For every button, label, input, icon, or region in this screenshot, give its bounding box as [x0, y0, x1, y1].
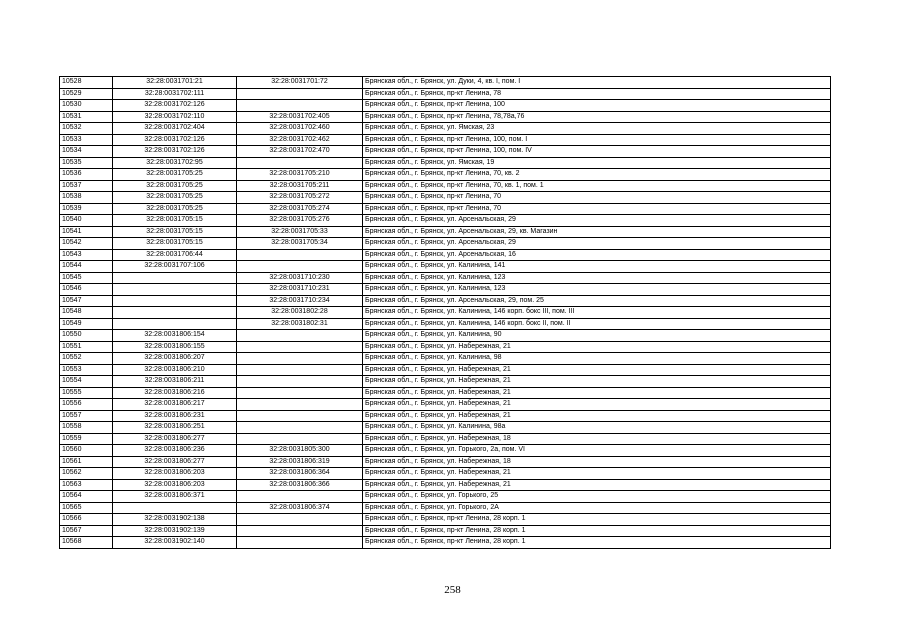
row-number-cell: 10540 — [60, 215, 113, 227]
row-number-cell: 10549 — [60, 318, 113, 330]
address-cell: Брянская обл., г. Брянск, пр-кт Ленина, 100 — [363, 100, 831, 112]
land-cadastral-number-cell: 32:28:0031806:203 — [113, 468, 237, 480]
object-cadastral-number-cell: 32:28:0031806:364 — [237, 468, 363, 480]
address-cell: Брянская обл., г. Брянск, ул. Арсенальская, 29, пом. 25 — [363, 295, 831, 307]
registry-table-body — [60, 77, 831, 549]
row-number-cell: 10544 — [60, 261, 113, 273]
land-cadastral-number-cell: 32:28:0031702:126 — [113, 100, 237, 112]
object-cadastral-number-cell: 32:28:0031805:300 — [237, 445, 363, 457]
table-row — [60, 468, 831, 480]
land-cadastral-number-cell: 32:28:0031902:139 — [113, 525, 237, 537]
table-row — [60, 169, 831, 181]
object-cadastral-number-cell — [237, 525, 363, 537]
address-cell: Брянская обл., г. Брянск, ул. Калинина, 98 — [363, 353, 831, 365]
row-number-cell: 10539 — [60, 203, 113, 215]
land-cadastral-number-cell: 32:28:0031806:203 — [113, 479, 237, 491]
row-number-cell: 10534 — [60, 146, 113, 158]
address-cell: Брянская обл., г. Брянск, пр-кт Ленина, 78,78а,76 — [363, 111, 831, 123]
row-number-cell: 10547 — [60, 295, 113, 307]
land-cadastral-number-cell: 32:28:0031806:216 — [113, 387, 237, 399]
land-cadastral-number-cell: 32:28:0031806:217 — [113, 399, 237, 411]
land-cadastral-number-cell: 32:28:0031806:371 — [113, 491, 237, 503]
table-row — [60, 249, 831, 261]
table-row — [60, 180, 831, 192]
object-cadastral-number-cell — [237, 514, 363, 526]
object-cadastral-number-cell — [237, 100, 363, 112]
row-number-cell: 10545 — [60, 272, 113, 284]
row-number-cell: 10542 — [60, 238, 113, 250]
land-cadastral-number-cell: 32:28:0031806:231 — [113, 410, 237, 422]
row-number-cell: 10566 — [60, 514, 113, 526]
address-cell: Брянская обл., г. Брянск, пр-кт Ленина, 70 — [363, 192, 831, 204]
address-cell: Брянская обл., г. Брянск, ул. Ямская, 19 — [363, 157, 831, 169]
table-row — [60, 203, 831, 215]
address-cell: Брянская обл., г. Брянск, ул. Дуки, 4, кв. I, пом. I — [363, 77, 831, 89]
table-row — [60, 88, 831, 100]
table-row — [60, 100, 831, 112]
address-cell: Брянская обл., г. Брянск, ул. Калинина, 146 корп. бокс II, пом. II — [363, 318, 831, 330]
row-number-cell: 10560 — [60, 445, 113, 457]
land-cadastral-number-cell — [113, 272, 237, 284]
object-cadastral-number-cell: 32:28:0031702:470 — [237, 146, 363, 158]
address-cell: Брянская обл., г. Брянск, пр-кт Ленина, 28 корп. 1 — [363, 514, 831, 526]
row-number-cell: 10530 — [60, 100, 113, 112]
table-row — [60, 111, 831, 123]
table-row — [60, 226, 831, 238]
table-row — [60, 134, 831, 146]
address-cell: Брянская обл., г. Брянск, ул. Набережная, 21 — [363, 364, 831, 376]
row-number-cell: 10550 — [60, 330, 113, 342]
row-number-cell: 10535 — [60, 157, 113, 169]
row-number-cell: 10559 — [60, 433, 113, 445]
address-cell: Брянская обл., г. Брянск, ул. Калинина, 123 — [363, 272, 831, 284]
land-cadastral-number-cell: 32:28:0031702:95 — [113, 157, 237, 169]
object-cadastral-number-cell: 32:28:0031701:72 — [237, 77, 363, 89]
row-number-cell: 10536 — [60, 169, 113, 181]
object-cadastral-number-cell — [237, 364, 363, 376]
object-cadastral-number-cell: 32:28:0031705:33 — [237, 226, 363, 238]
object-cadastral-number-cell — [237, 249, 363, 261]
row-number-cell: 10541 — [60, 226, 113, 238]
land-cadastral-number-cell — [113, 307, 237, 319]
address-cell: Брянская обл., г. Брянск, пр-кт Ленина, 70, кв. 1, пом. 1 — [363, 180, 831, 192]
table-row — [60, 123, 831, 135]
land-cadastral-number-cell: 32:28:0031806:207 — [113, 353, 237, 365]
address-cell: Брянская обл., г. Брянск, ул. Ямская, 23 — [363, 123, 831, 135]
row-number-cell: 10538 — [60, 192, 113, 204]
address-cell: Брянская обл., г. Брянск, ул. Набережная, 18 — [363, 456, 831, 468]
table-row — [60, 410, 831, 422]
table-row — [60, 284, 831, 296]
address-cell: Брянская обл., г. Брянск, пр-кт Ленина, 28 корп. 1 — [363, 537, 831, 549]
address-cell: Брянская обл., г. Брянск, ул. Калинина, 98а — [363, 422, 831, 434]
row-number-cell: 10567 — [60, 525, 113, 537]
land-cadastral-number-cell: 32:28:0031705:15 — [113, 215, 237, 227]
object-cadastral-number-cell: 32:28:0031710:234 — [237, 295, 363, 307]
address-cell: Брянская обл., г. Брянск, ул. Горького, 2А — [363, 502, 831, 514]
address-cell: Брянская обл., г. Брянск, пр-кт Ленина, 70 — [363, 203, 831, 215]
row-number-cell: 10553 — [60, 364, 113, 376]
land-cadastral-number-cell: 32:28:0031705:15 — [113, 226, 237, 238]
row-number-cell: 10543 — [60, 249, 113, 261]
row-number-cell: 10568 — [60, 537, 113, 549]
object-cadastral-number-cell: 32:28:0031702:460 — [237, 123, 363, 135]
address-cell: Брянская обл., г. Брянск, ул. Набережная, 21 — [363, 399, 831, 411]
address-cell: Брянская обл., г. Брянск, пр-кт Ленина, 100, пом. IV — [363, 146, 831, 158]
object-cadastral-number-cell — [237, 157, 363, 169]
object-cadastral-number-cell: 32:28:0031705:210 — [237, 169, 363, 181]
row-number-cell: 10546 — [60, 284, 113, 296]
land-cadastral-number-cell: 32:28:0031705:25 — [113, 192, 237, 204]
address-cell: Брянская обл., г. Брянск, ул. Набережная, 21 — [363, 410, 831, 422]
object-cadastral-number-cell: 32:28:0031806:319 — [237, 456, 363, 468]
table-row — [60, 433, 831, 445]
row-number-cell: 10532 — [60, 123, 113, 135]
table-row — [60, 537, 831, 549]
address-cell: Брянская обл., г. Брянск, ул. Набережная, 21 — [363, 468, 831, 480]
land-cadastral-number-cell: 32:28:0031806:154 — [113, 330, 237, 342]
land-cadastral-number-cell: 32:28:0031706:44 — [113, 249, 237, 261]
table-row — [60, 238, 831, 250]
land-cadastral-number-cell: 32:28:0031705:15 — [113, 238, 237, 250]
address-cell: Брянская обл., г. Брянск, пр-кт Ленина, 70, кв. 2 — [363, 169, 831, 181]
object-cadastral-number-cell: 32:28:0031702:462 — [237, 134, 363, 146]
land-cadastral-number-cell: 32:28:0031705:25 — [113, 169, 237, 181]
object-cadastral-number-cell: 32:28:0031705:272 — [237, 192, 363, 204]
table-row — [60, 307, 831, 319]
row-number-cell: 10531 — [60, 111, 113, 123]
row-number-cell: 10562 — [60, 468, 113, 480]
table-row — [60, 157, 831, 169]
row-number-cell: 10555 — [60, 387, 113, 399]
page-number: 258 — [444, 584, 461, 596]
land-cadastral-number-cell: 32:28:0031702:111 — [113, 88, 237, 100]
table-row — [60, 146, 831, 158]
table-row — [60, 399, 831, 411]
table-row — [60, 479, 831, 491]
row-number-cell: 10565 — [60, 502, 113, 514]
row-number-cell: 10537 — [60, 180, 113, 192]
object-cadastral-number-cell — [237, 410, 363, 422]
land-cadastral-number-cell: 32:28:0031902:138 — [113, 514, 237, 526]
table-row — [60, 272, 831, 284]
object-cadastral-number-cell — [237, 399, 363, 411]
object-cadastral-number-cell — [237, 387, 363, 399]
object-cadastral-number-cell: 32:28:0031806:374 — [237, 502, 363, 514]
address-cell: Брянская обл., г. Брянск, ул. Набережная, 21 — [363, 479, 831, 491]
table-row — [60, 353, 831, 365]
land-cadastral-number-cell: 32:28:0031806:236 — [113, 445, 237, 457]
land-cadastral-number-cell: 32:28:0031806:210 — [113, 364, 237, 376]
address-cell: Брянская обл., г. Брянск, ул. Набережная, 21 — [363, 341, 831, 353]
table-row — [60, 192, 831, 204]
object-cadastral-number-cell — [237, 88, 363, 100]
object-cadastral-number-cell: 32:28:0031802:28 — [237, 307, 363, 319]
table-row — [60, 445, 831, 457]
object-cadastral-number-cell: 32:28:0031702:405 — [237, 111, 363, 123]
land-cadastral-number-cell — [113, 295, 237, 307]
object-cadastral-number-cell — [237, 261, 363, 273]
table-row — [60, 502, 831, 514]
table-row — [60, 215, 831, 227]
row-number-cell: 10558 — [60, 422, 113, 434]
object-cadastral-number-cell — [237, 491, 363, 503]
address-cell: Брянская обл., г. Брянск, ул. Арсенальская, 29, кв. Магазин — [363, 226, 831, 238]
object-cadastral-number-cell: 32:28:0031806:366 — [237, 479, 363, 491]
table-row — [60, 261, 831, 273]
row-number-cell: 10564 — [60, 491, 113, 503]
row-number-cell: 10533 — [60, 134, 113, 146]
object-cadastral-number-cell — [237, 537, 363, 549]
object-cadastral-number-cell — [237, 376, 363, 388]
table-row — [60, 387, 831, 399]
object-cadastral-number-cell — [237, 422, 363, 434]
land-cadastral-number-cell: 32:28:0031705:25 — [113, 203, 237, 215]
object-cadastral-number-cell: 32:28:0031705:276 — [237, 215, 363, 227]
address-cell: Брянская обл., г. Брянск, ул. Набережная, 18 — [363, 433, 831, 445]
object-cadastral-number-cell: 32:28:0031710:230 — [237, 272, 363, 284]
land-cadastral-number-cell: 32:28:0031902:140 — [113, 537, 237, 549]
land-cadastral-number-cell — [113, 502, 237, 514]
object-cadastral-number-cell — [237, 433, 363, 445]
table-row — [60, 318, 831, 330]
row-number-cell: 10557 — [60, 410, 113, 422]
address-cell: Брянская обл., г. Брянск, ул. Калинина, 123 — [363, 284, 831, 296]
address-cell: Брянская обл., г. Брянск, ул. Набережная, 21 — [363, 376, 831, 388]
table-row — [60, 330, 831, 342]
row-number-cell: 10528 — [60, 77, 113, 89]
object-cadastral-number-cell: 32:28:0031802:31 — [237, 318, 363, 330]
row-number-cell: 10561 — [60, 456, 113, 468]
row-number-cell: 10554 — [60, 376, 113, 388]
address-cell: Брянская обл., г. Брянск, пр-кт Ленина, 28 корп. 1 — [363, 525, 831, 537]
object-cadastral-number-cell: 32:28:0031705:274 — [237, 203, 363, 215]
registry-table — [59, 76, 831, 549]
table-row — [60, 456, 831, 468]
land-cadastral-number-cell: 32:28:0031702:110 — [113, 111, 237, 123]
land-cadastral-number-cell: 32:28:0031702:126 — [113, 134, 237, 146]
address-cell: Брянская обл., г. Брянск, ул. Горького, 25 — [363, 491, 831, 503]
land-cadastral-number-cell: 32:28:0031707:106 — [113, 261, 237, 273]
address-cell: Брянская обл., г. Брянск, ул. Горького, 2а, пом. VI — [363, 445, 831, 457]
land-cadastral-number-cell — [113, 284, 237, 296]
address-cell: Брянская обл., г. Брянск, ул. Калинина, 146 корп. бокс III, пом. III — [363, 307, 831, 319]
object-cadastral-number-cell — [237, 353, 363, 365]
row-number-cell: 10556 — [60, 399, 113, 411]
table-row — [60, 525, 831, 537]
address-cell: Брянская обл., г. Брянск, ул. Арсенальская, 29 — [363, 215, 831, 227]
address-cell: Брянская обл., г. Брянск, ул. Набережная, 21 — [363, 387, 831, 399]
address-cell: Брянская обл., г. Брянск, ул. Калинина, 141 — [363, 261, 831, 273]
land-cadastral-number-cell: 32:28:0031806:211 — [113, 376, 237, 388]
table-row — [60, 77, 831, 89]
table-row — [60, 376, 831, 388]
address-cell: Брянская обл., г. Брянск, пр-кт Ленина, 78 — [363, 88, 831, 100]
address-cell: Брянская обл., г. Брянск, пр-кт Ленина, 100, пом. I — [363, 134, 831, 146]
land-cadastral-number-cell: 32:28:0031702:126 — [113, 146, 237, 158]
object-cadastral-number-cell: 32:28:0031710:231 — [237, 284, 363, 296]
land-cadastral-number-cell: 32:28:0031702:404 — [113, 123, 237, 135]
table-row — [60, 422, 831, 434]
row-number-cell: 10563 — [60, 479, 113, 491]
address-cell: Брянская обл., г. Брянск, ул. Арсенальская, 29 — [363, 238, 831, 250]
row-number-cell: 10551 — [60, 341, 113, 353]
object-cadastral-number-cell: 32:28:0031705:34 — [237, 238, 363, 250]
row-number-cell: 10548 — [60, 307, 113, 319]
table-row — [60, 364, 831, 376]
table-row — [60, 295, 831, 307]
land-cadastral-number-cell: 32:28:0031705:25 — [113, 180, 237, 192]
land-cadastral-number-cell: 32:28:0031806:155 — [113, 341, 237, 353]
land-cadastral-number-cell: 32:28:0031806:277 — [113, 433, 237, 445]
land-cadastral-number-cell: 32:28:0031806:277 — [113, 456, 237, 468]
table-row — [60, 491, 831, 503]
address-cell: Брянская обл., г. Брянск, ул. Арсенальская, 16 — [363, 249, 831, 261]
object-cadastral-number-cell: 32:28:0031705:211 — [237, 180, 363, 192]
table-row — [60, 341, 831, 353]
address-cell: Брянская обл., г. Брянск, ул. Калинина, 90 — [363, 330, 831, 342]
row-number-cell: 10552 — [60, 353, 113, 365]
object-cadastral-number-cell — [237, 330, 363, 342]
land-cadastral-number-cell — [113, 318, 237, 330]
table-row — [60, 514, 831, 526]
object-cadastral-number-cell — [237, 341, 363, 353]
land-cadastral-number-cell: 32:28:0031701:21 — [113, 77, 237, 89]
row-number-cell: 10529 — [60, 88, 113, 100]
land-cadastral-number-cell: 32:28:0031806:251 — [113, 422, 237, 434]
